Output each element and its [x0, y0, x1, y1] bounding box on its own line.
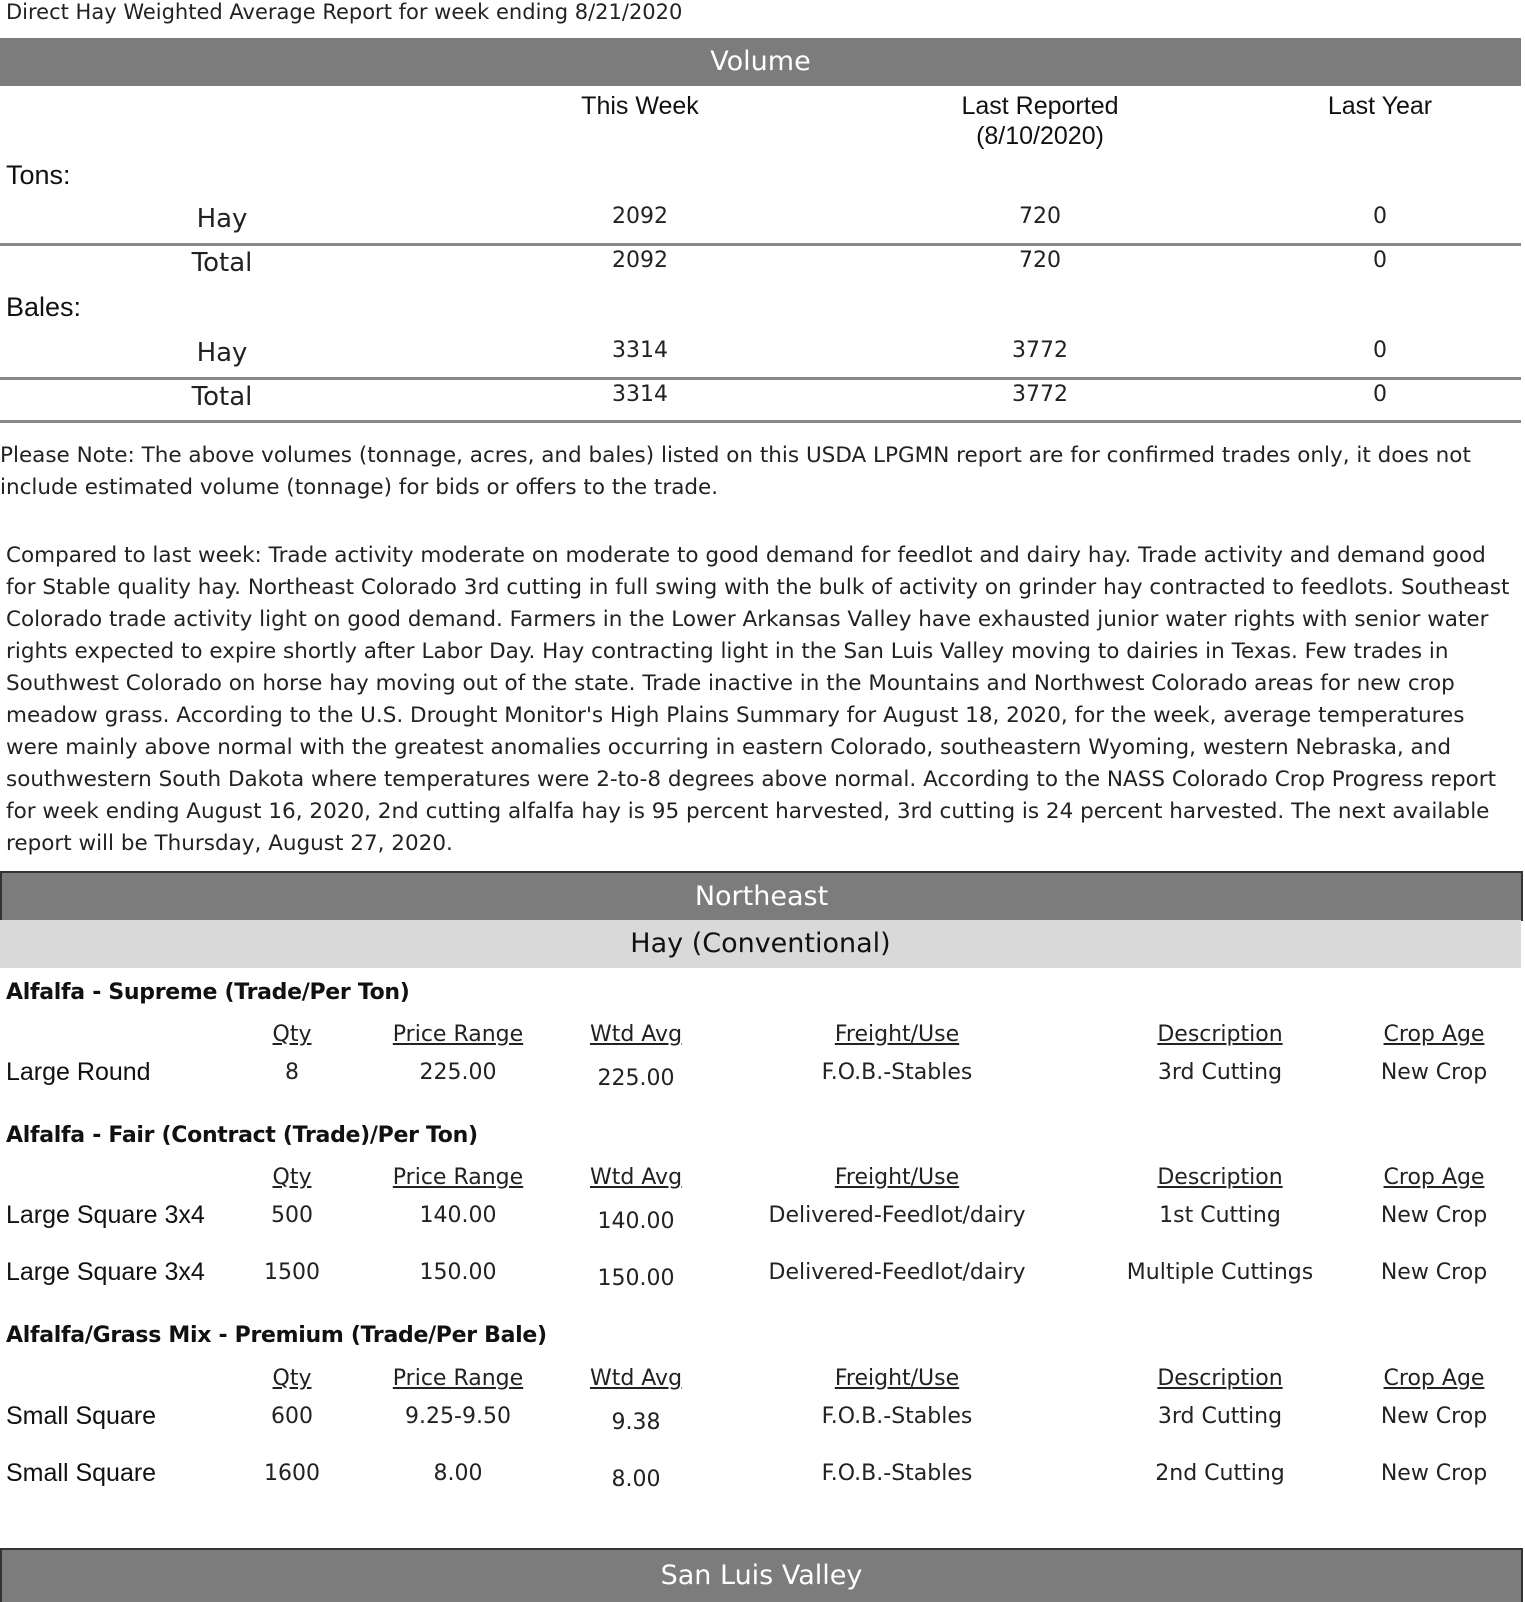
- market-commentary: Compared to last week: Trade activity moderate on moderate to good demand for feedlot and dairy hay. Trade activity and demand good for Stable quality hay. Northeast Colorado 3rd cutting in full swing with the bulk of activity on grinder hay contracted to feedlots. Southeast Colorado trade activity light on good demand. Farmers in the Lower Arkansas Valley have exhausted junior water rights with senior water rights expected to expire shortly after Labor Day. Hay contracting light in the San Luis Valley moving to dairies in Texas. Few trades in Southwest Colorado on horse hay moving out of the state. Trade inactive in the Mountains and Northwest Colorado areas for new crop meadow grass. According to the U.S. Drought Monitor's High Plains Summary for August 18, 2020, for the week, average temperatures were mainly above normal with the greatest anomalies occurring in eastern Colorado, southeastern Wyoming, western Nebraska, and southwestern South Dakota where temperatures were 2-to-8 degrees above normal. According to the NASS Colorado Crop Progress report for week ending August 16, 2020, 2nd cutting alfalfa hay is 95 percent harvested, 3rd cutting is 24 percent harvested. The next available report will be Thursday, August 27, 2020.: [6, 543, 1510, 856]
- divider: [0, 243, 1521, 246]
- row-description: Multiple Cuttings: [1126, 1260, 1314, 1285]
- volume-note: Please Note: The above volumes (tonnage, acres, and bales) listed on this USDA LPGMN report are for confirmed trades only, it does not include estimated volume (tonnage) for bids or offers to the trade.: [0, 443, 1471, 500]
- col-qty: Qty: [272, 1366, 312, 1391]
- tons-total-last-year: 0: [1373, 248, 1387, 273]
- row-price-range: 150.00: [419, 1260, 497, 1285]
- col-wtd-avg: Wtd Avg: [589, 1366, 683, 1391]
- row-freight: Delivered-Feedlot/dairy: [768, 1203, 1026, 1228]
- divider: [0, 420, 1521, 423]
- col-wtd-avg: Wtd Avg: [589, 1022, 683, 1047]
- row-wtd-avg: 9.38: [611, 1410, 661, 1435]
- bales-hay-this-week: 3314: [612, 338, 668, 363]
- row-qty: 1500: [264, 1260, 320, 1285]
- tons-hay-label: Hay: [196, 204, 248, 234]
- bales-hay-label: Hay: [196, 338, 248, 368]
- row-price-range: 9.25-9.50: [405, 1404, 511, 1429]
- row-description: 2nd Cutting: [1155, 1461, 1285, 1486]
- row-price-range: 225.00: [419, 1060, 497, 1085]
- col-last-reported: Last Reported: [961, 92, 1119, 120]
- tons-total-label: Total: [191, 248, 253, 278]
- row-freight: F.O.B.-Stables: [821, 1461, 973, 1486]
- bales-label: Bales:: [6, 292, 82, 322]
- volume-header: Volume: [0, 38, 1521, 86]
- col-description: Description: [1157, 1366, 1283, 1391]
- col-freight-use: Freight/Use: [834, 1366, 960, 1391]
- table-row-product: Small Square: [6, 1402, 157, 1430]
- row-wtd-avg: 150.00: [597, 1266, 675, 1291]
- group-title: Alfalfa - Supreme (Trade/Per Ton): [6, 980, 410, 1005]
- col-qty: Qty: [272, 1165, 312, 1190]
- col-price-range: Price Range: [392, 1366, 524, 1391]
- row-description: 1st Cutting: [1159, 1203, 1281, 1228]
- bales-total-label: Total: [191, 382, 253, 412]
- row-qty: 600: [271, 1404, 313, 1429]
- col-description: Description: [1157, 1165, 1283, 1190]
- col-last-reported-date: (8/10/2020): [976, 122, 1104, 150]
- row-description: 3rd Cutting: [1157, 1060, 1283, 1085]
- tons-label: Tons:: [6, 160, 71, 190]
- col-description: Description: [1157, 1022, 1283, 1047]
- col-freight-use: Freight/Use: [834, 1165, 960, 1190]
- col-crop-age: Crop Age: [1383, 1022, 1485, 1047]
- col-freight-use: Freight/Use: [834, 1022, 960, 1047]
- row-freight: Delivered-Feedlot/dairy: [768, 1260, 1026, 1285]
- bales-hay-last-reported: 3772: [1012, 338, 1068, 363]
- group-title: Alfalfa/Grass Mix - Premium (Trade/Per Bale): [6, 1323, 547, 1348]
- row-freight: F.O.B.-Stables: [821, 1060, 973, 1085]
- row-crop-age: New Crop: [1380, 1260, 1488, 1285]
- bales-total-last-reported: 3772: [1012, 382, 1068, 407]
- col-this-week: This Week: [581, 92, 699, 120]
- row-wtd-avg: 140.00: [597, 1209, 675, 1234]
- row-qty: 1600: [264, 1461, 320, 1486]
- col-price-range: Price Range: [392, 1022, 524, 1047]
- col-crop-age: Crop Age: [1383, 1165, 1485, 1190]
- table-row-product: Small Square: [6, 1459, 157, 1487]
- row-crop-age: New Crop: [1380, 1404, 1488, 1429]
- row-qty: 500: [271, 1203, 313, 1228]
- tons-total-last-reported: 720: [1019, 248, 1061, 273]
- row-wtd-avg: 225.00: [597, 1066, 675, 1091]
- col-crop-age: Crop Age: [1383, 1366, 1485, 1391]
- tons-total-this-week: 2092: [612, 248, 668, 273]
- tons-hay-last-year: 0: [1373, 204, 1387, 229]
- col-wtd-avg: Wtd Avg: [589, 1165, 683, 1190]
- bales-hay-last-year: 0: [1373, 338, 1387, 363]
- region-header-northeast: Northeast: [0, 871, 1523, 921]
- col-last-year: Last Year: [1327, 92, 1433, 120]
- col-price-range: Price Range: [392, 1165, 524, 1190]
- row-price-range: 8.00: [433, 1461, 483, 1486]
- region-header-san-luis-valley: San Luis Valley: [0, 1548, 1523, 1602]
- table-row-product: Large Round: [6, 1058, 151, 1086]
- table-row-product: Large Square 3x4: [6, 1201, 205, 1229]
- row-wtd-avg: 8.00: [611, 1467, 661, 1492]
- tons-hay-last-reported: 720: [1019, 204, 1061, 229]
- bales-total-this-week: 3314: [612, 382, 668, 407]
- bales-total-last-year: 0: [1373, 382, 1387, 407]
- divider: [0, 377, 1521, 380]
- tons-hay-this-week: 2092: [612, 204, 668, 229]
- row-description: 3rd Cutting: [1157, 1404, 1283, 1429]
- col-qty: Qty: [272, 1022, 312, 1047]
- subheader-hay-conventional: Hay (Conventional): [0, 920, 1521, 968]
- report-title: Direct Hay Weighted Average Report for week ending 8/21/2020: [6, 0, 683, 24]
- row-crop-age: New Crop: [1380, 1060, 1488, 1085]
- row-freight: F.O.B.-Stables: [821, 1404, 973, 1429]
- row-crop-age: New Crop: [1380, 1461, 1488, 1486]
- table-row-product: Large Square 3x4: [6, 1258, 205, 1286]
- row-crop-age: New Crop: [1380, 1203, 1488, 1228]
- row-qty: 8: [285, 1060, 299, 1085]
- row-price-range: 140.00: [419, 1203, 497, 1228]
- group-title: Alfalfa - Fair (Contract (Trade)/Per Ton): [6, 1123, 478, 1148]
